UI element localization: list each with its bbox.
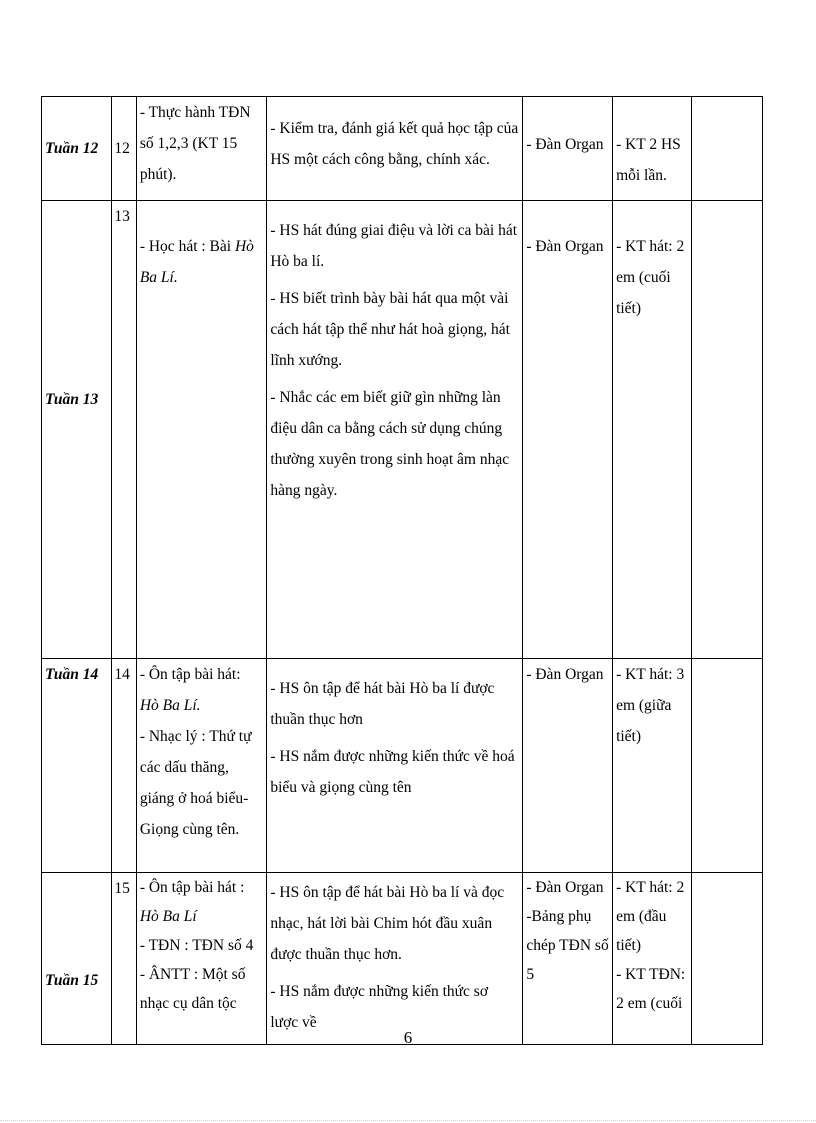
table-row-week-12: [42, 97, 763, 201]
note-text: - KT TĐN: 2 em (cuối: [616, 966, 686, 1012]
week-cell: [42, 97, 112, 201]
goal-text: - HS ôn tập để hát bài Hò ba lí được thuần thục hơn: [270, 680, 495, 728]
song-title: Hò Ba Lí.: [139, 697, 201, 714]
tool-text: - Đàn Organ: [526, 879, 604, 896]
page-divider: [0, 1120, 816, 1121]
empty-cell: [691, 97, 762, 201]
content-cell: [136, 659, 267, 873]
table-row-week-14: [42, 659, 763, 873]
notes-cell: [613, 201, 692, 659]
goals-cell: [267, 873, 523, 1045]
notes-cell: [613, 97, 692, 201]
tools-cell: [523, 659, 613, 873]
goal-text: - HS biết trình bày bài hát qua một vài cách hát tập thể như hát hoà giọng, hát lĩnh xướng.: [270, 290, 510, 369]
week-label: Tuần 15: [45, 972, 99, 989]
goal-text: - Nhắc các em biết giữ gìn những làn điệu dân ca bằng cách sử dụng chúng thường xuyên trong sinh hoạt âm nhạc hàng ngày.: [270, 389, 510, 499]
content-text: - TĐN : TĐN số 4: [139, 937, 254, 954]
tool-text: - Đàn Organ: [526, 238, 604, 255]
content-cell: [136, 201, 267, 659]
notes-cell: [613, 659, 692, 873]
song-title: Hò Ba Lí: [139, 908, 197, 925]
lesson-number-cell: [112, 97, 136, 201]
goal-text: - HS nắm được những kiến thức về hoá biểu và giọng cùng tên: [270, 748, 515, 796]
week-cell: [42, 201, 112, 659]
tool-text: -Bảng phụ chép TĐN số 5: [526, 908, 609, 983]
table-row-week-15: [42, 873, 763, 1045]
week-label: Tuần 13: [45, 391, 99, 408]
content-text: - Ôn tập bài hát:: [139, 666, 241, 683]
tool-text: - Đàn Organ: [526, 666, 604, 683]
empty-cell: [691, 201, 762, 659]
content-text: - ÂNTT : Một số nhạc cụ dân tộc: [139, 966, 246, 1012]
content-text: - Nhạc lý : Thứ tự các dấu thăng, giáng ở hoá biểu-Giọng cùng tên.: [139, 728, 252, 838]
goal-text: - HS ôn tập để hát bài Hò ba lí và đọc nhạc, hát lời bài Chim hót đầu xuân được thuần thục hơn.: [270, 884, 505, 963]
content-cell: [136, 873, 267, 1045]
table-row-week-13: [42, 201, 763, 659]
content-text: - Ôn tập bài hát :: [139, 879, 245, 896]
tool-text: - Đàn Organ: [526, 136, 604, 153]
lesson-number: 12: [114, 140, 130, 157]
goals-cell: [267, 201, 523, 659]
goal-text: - Kiểm tra, đánh giá kết quả học tập của HS một cách công bằng, chính xác.: [270, 120, 519, 168]
content-cell: [136, 97, 267, 201]
goal-text: - HS nắm được những kiến thức sơ lược về: [270, 983, 489, 1031]
week-cell: [42, 659, 112, 873]
week-cell: [42, 873, 112, 1045]
note-text: - KT hát: 2 em (cuối tiết): [616, 238, 685, 317]
lesson-number: 13: [114, 208, 130, 225]
notes-cell: [613, 873, 692, 1045]
tools-cell: [523, 97, 613, 201]
content-text: - Học hát : Bài: [139, 238, 235, 255]
tools-cell: [523, 201, 613, 659]
goals-cell: [267, 659, 523, 873]
tools-cell: [523, 873, 613, 1045]
song-title: Hò Ba Lí.: [139, 238, 254, 286]
content-text: - Thực hành TĐN số 1,2,3 (KT 15 phút).: [139, 104, 251, 183]
lesson-number-cell: [112, 659, 136, 873]
lesson-number: 15: [114, 880, 130, 897]
lesson-number-cell: [112, 873, 136, 1045]
goals-cell: [267, 97, 523, 201]
note-text: - KT hát: 3 em (giữa tiết): [616, 666, 685, 745]
lesson-number-cell: [112, 201, 136, 659]
note-text: - KT 2 HS mỗi lần.: [616, 136, 681, 184]
empty-cell: [691, 659, 762, 873]
note-text: - KT hát: 2 em (đầu tiết): [616, 879, 685, 954]
empty-cell: [691, 873, 762, 1045]
lesson-plan-table: [41, 96, 763, 1045]
lesson-number: 14: [114, 666, 130, 683]
goal-text: - HS hát đúng giai điệu và lời ca bài hát Hò ba lí.: [270, 222, 518, 270]
week-label: Tuần 12: [45, 140, 99, 157]
week-label: Tuần 14: [45, 666, 99, 683]
page-number: 6: [403, 1028, 413, 1047]
